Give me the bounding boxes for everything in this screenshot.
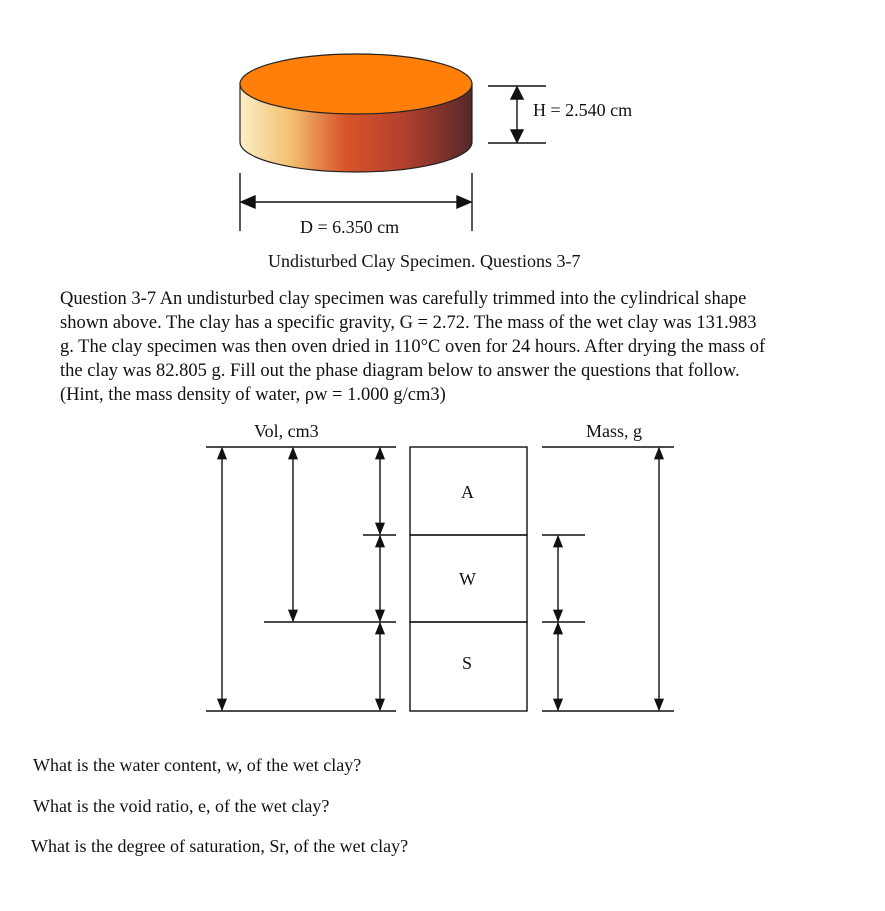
phase-label-air: A [461, 482, 474, 502]
question-line: Question 3-7 An undisturbed clay specimen was carefully trimmed into the cylindrical shape [60, 289, 747, 309]
question-paragraph [60, 287, 830, 407]
height-label: H = 2.540 cm [533, 100, 633, 120]
question-line: shown above. The clay has a specific gravity, G = 2.72. The mass of the wet clay was 131.983 [60, 313, 757, 333]
question-line: (Hint, the mass density of water, ρw = 1.000 g/cm3) [60, 385, 446, 405]
question-void-ratio: What is the void ratio, e, of the wet clay? [33, 796, 330, 816]
phase-label-water: W [459, 569, 476, 589]
question-degree-saturation: What is the degree of saturation, Sr, of the wet clay? [31, 836, 409, 856]
phase-label-solid: S [462, 653, 473, 673]
question-line: the clay was 82.805 g. Fill out the phase diagram below to answer the questions that follow. [60, 361, 740, 381]
specimen-caption: Undisturbed Clay Specimen. Questions 3-7 [268, 251, 581, 271]
question-line: g. The clay specimen was then oven dried in 110°C oven for 24 hours. After drying the mass of [60, 337, 766, 357]
cylinder-top [240, 54, 472, 114]
mass-header: Mass, g [586, 421, 643, 441]
diameter-label: D = 6.350 cm [300, 217, 400, 237]
volume-header: Vol, cm3 [254, 421, 319, 441]
question-water-content: What is the water content, w, of the wet clay? [33, 755, 362, 775]
